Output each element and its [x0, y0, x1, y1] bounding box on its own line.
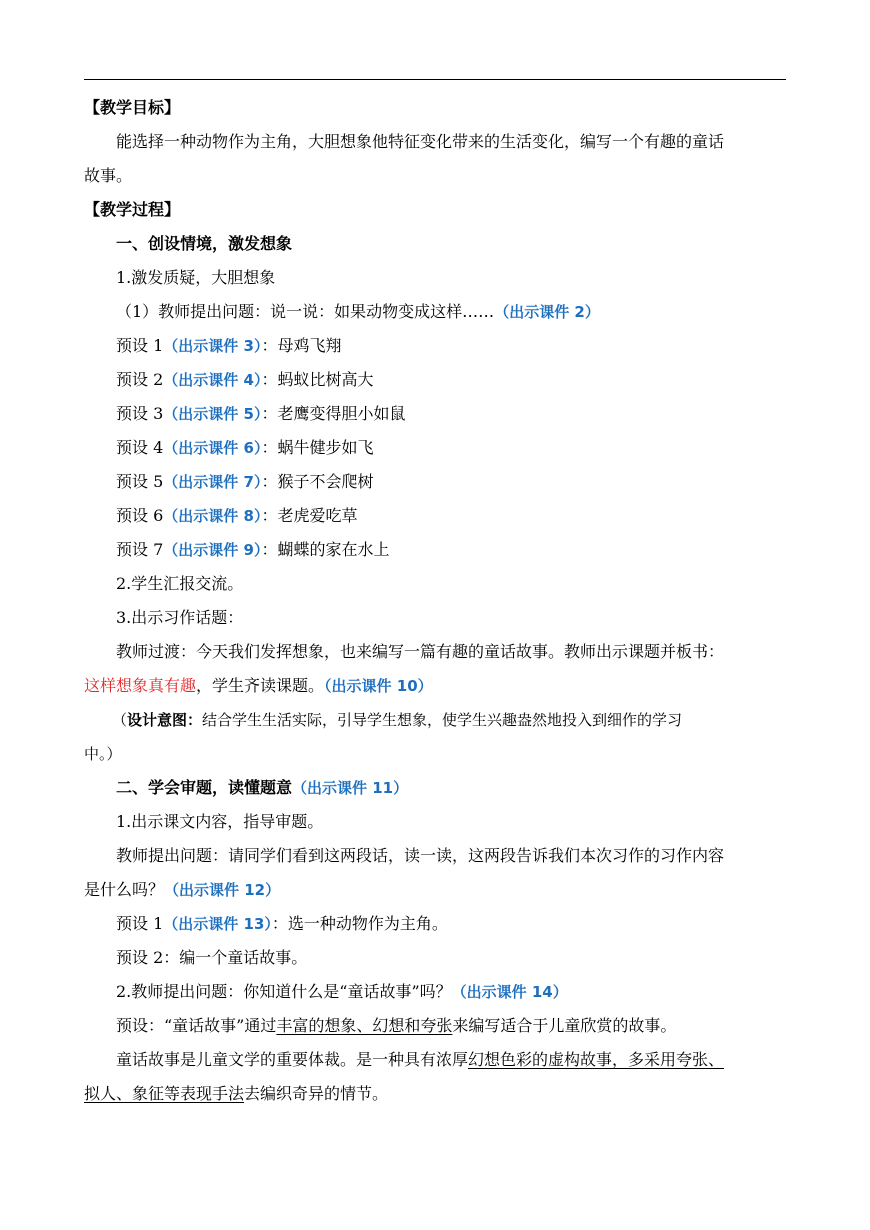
preset-4: 预设 4（出示课件 6）：蜗牛健步如飞: [116, 438, 374, 457]
fairy-tale-definition-cont: 拟人、象征等表现手法去编织奇异的情节。: [84, 1084, 389, 1103]
section-1-item-1: 1.激发质疑，大胆想象: [116, 268, 276, 287]
preset-3: 预设 3（出示课件 5）：老鹰变得胆小如鼠: [116, 404, 406, 423]
section-2-item-2: 2.教师提出问题：你知道什么是“童话故事”吗？（出示课件 14）: [116, 982, 568, 1001]
lesson-topic: 这样想象真有趣: [84, 676, 197, 695]
design-intent-cont: 中。）: [84, 745, 122, 763]
section-1-title: 一、创设情境，激发想象: [116, 234, 293, 253]
courseware-ref: （出示课件 14）: [451, 983, 568, 1001]
preset-5: 预设 5（出示课件 7）：猴子不会爬树: [116, 472, 374, 491]
section-1-item-2: 2.学生汇报交流。: [116, 574, 244, 593]
section-2-question: 教师提出问题：请同学们看到这两段话，读一读，这两段告诉我们本次习作的习作内容: [116, 846, 725, 865]
question-text: （1）教师提出问题：说一说：如果动物变成这样……: [116, 302, 495, 321]
preset-2: 预设 2（出示课件 4）：蚂蚁比树高大: [116, 370, 374, 389]
courseware-ref: （出示课件 4）: [163, 371, 262, 389]
design-intent: （设计意图：结合学生生活实际，引导学生想象，使学生兴趣盎然地投入到细作的学习: [112, 711, 683, 729]
section-2-title: 二、学会审题，读懂题意（出示课件 11）: [116, 778, 409, 797]
courseware-ref: （出示课件 13）: [163, 915, 272, 933]
section-2-question-cont: 是什么吗？（出示课件 12）: [84, 880, 281, 899]
courseware-ref: （出示课件 3）: [163, 337, 262, 355]
courseware-ref: （出示课件 2）: [494, 303, 600, 321]
courseware-ref: （出示课件 7）: [163, 473, 262, 491]
courseware-ref: （出示课件 11）: [292, 779, 409, 797]
lesson-plan-document: [84, 91, 786, 1111]
underlined-phrase: 拟人、象征等表现手法: [84, 1084, 245, 1103]
fairy-tale-definition: 童话故事是儿童文学的重要体裁。是一种具有浓厚幻想色彩的虚构故事，多采用夸张、: [116, 1050, 725, 1069]
courseware-ref: （出示课件 6）: [163, 439, 262, 457]
courseware-ref: （出示课件 8）: [163, 507, 262, 525]
courseware-ref: （出示课件 9）: [163, 541, 262, 559]
underlined-phrase: 丰富的想象、幻想和夸张: [276, 1016, 453, 1035]
courseware-ref: （出示课件 5）: [163, 405, 262, 423]
header-rule: [84, 79, 786, 80]
section-2-preset-1: 预设 1（出示课件 13）：选一种动物作为主角。: [116, 914, 448, 933]
preset-7: 预设 7（出示课件 9）：蝴蝶的家在水上: [116, 540, 390, 559]
teacher-transition-cont: 这样想象真有趣，学生齐读课题。（出示课件 10）: [84, 676, 433, 695]
courseware-ref: （出示课件 10）: [324, 677, 433, 695]
preset-6: 预设 6（出示课件 8）：老虎爱吃草: [116, 506, 358, 525]
courseware-ref: （出示课件 12）: [164, 881, 281, 899]
teacher-transition: 教师过渡：今天我们发挥想象，也来编写一篇有趣的童话故事。教师出示课题并板书：: [116, 642, 725, 661]
goal-text: 能选择一种动物作为主角，大胆想象他特征变化带来的生活变化，编写一个有趣的童话: [116, 132, 725, 151]
heading-teaching-process: 【教学过程】: [84, 200, 181, 219]
underlined-phrase: 幻想色彩的虚构故事，多采用夸张、: [468, 1050, 725, 1069]
section-2-preset-3: 预设：“童话故事”通过丰富的想象、幻想和夸张来编写适合于儿童欣赏的故事。: [116, 1016, 677, 1035]
section-1-question: [84, 295, 786, 329]
preset-1: 预设 1（出示课件 3）：母鸡飞翔: [116, 336, 342, 355]
heading-teaching-goal: 【教学目标】: [84, 98, 181, 117]
section-2-preset-2: 预设 2：编一个童话故事。: [116, 948, 308, 967]
section-2-item-1: 1.出示课文内容，指导审题。: [116, 812, 324, 831]
section-1-item-3: 3.出示习作话题：: [116, 608, 244, 627]
design-intent-label: 设计意图：: [127, 711, 203, 729]
goal-text-cont: 故事。: [84, 166, 133, 185]
